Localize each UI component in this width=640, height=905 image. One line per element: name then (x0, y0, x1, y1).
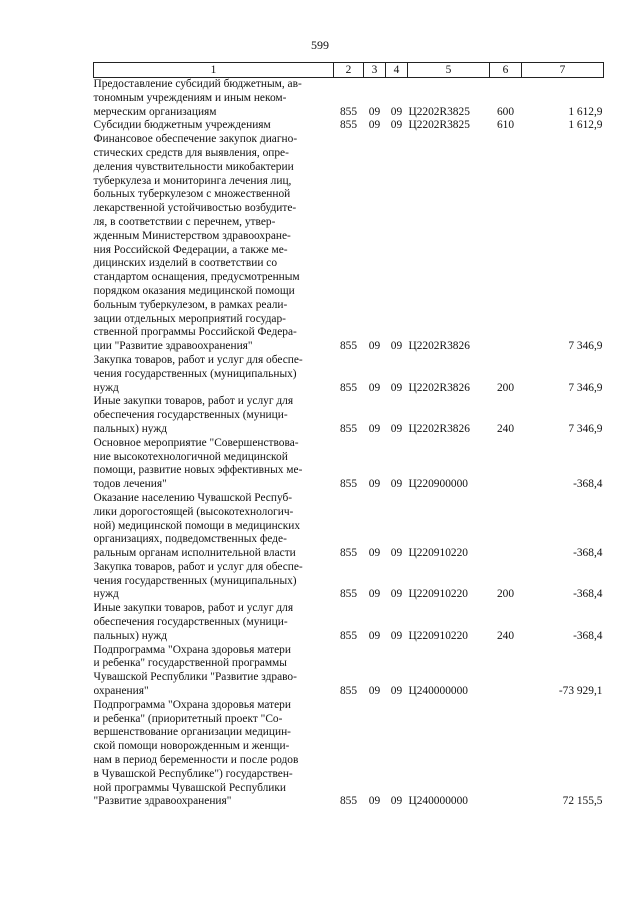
expense-type-code: 240 (496, 629, 515, 642)
description-line: ральным органам исполнительной власти (93, 547, 296, 560)
subsection-code: 09 (390, 105, 403, 118)
description-line: обеспечения государственных (муници- (93, 409, 288, 422)
row-description (94, 437, 334, 492)
description-line: мерческим организациям (93, 105, 217, 118)
ministry-code: 855 (339, 795, 358, 808)
row-description (94, 699, 334, 809)
amount-value: -368,4 (573, 478, 603, 491)
subsection-code: 09 (390, 685, 403, 698)
ministry-code: 855 (339, 588, 358, 601)
section-code: 09 (368, 381, 381, 394)
header-col-3: 3 (364, 63, 386, 78)
section-code: 09 (368, 119, 381, 132)
description-line: "Развитие здравоохранения" (93, 795, 232, 808)
description-line: чения государственных (муниципальных) (93, 574, 297, 587)
expense-type-code (490, 133, 522, 354)
description-line: туберкулеза и мониторинга лечения лиц, (93, 174, 292, 187)
expense-type-code: 610 (496, 119, 515, 132)
description-line: пальных) нужд (93, 422, 168, 435)
description-line: порядком оказания медицинской помощи (93, 284, 295, 297)
description-line: тономным учреждениям и иным неком- (93, 91, 287, 104)
subsection-code: 09 (390, 422, 403, 435)
expense-type-code (490, 699, 522, 809)
expense-type-code: 600 (496, 105, 515, 118)
row-description (94, 133, 334, 354)
section-code: 09 (368, 795, 381, 808)
description-line: в Чувашской Республике") государствен- (93, 767, 293, 780)
subsection-code: 09 (390, 629, 403, 642)
description-line: нужд (93, 588, 119, 601)
table-row (94, 119, 604, 133)
subsection-code: 09 (390, 381, 403, 394)
target-article-code: Ц2202R3825 (408, 119, 470, 132)
header-col-4: 4 (386, 63, 408, 78)
description-line: Иные закупки товаров, работ и услуг для (93, 395, 294, 408)
description-line: зации отдельных мероприятий государ- (93, 312, 286, 325)
expense-type-code: 200 (496, 381, 515, 394)
subsection-code: 09 (390, 547, 403, 560)
section-code: 09 (368, 478, 381, 491)
target-article-code: Ц2202R3826 (408, 422, 470, 435)
ministry-code: 855 (339, 340, 358, 353)
description-line: ной программы Чувашской Республики (93, 781, 287, 794)
description-line: Финансовое обеспечение закупок диагно- (93, 133, 298, 146)
description-line: организациях, подведомственных феде- (93, 533, 287, 546)
header-row (94, 63, 604, 78)
table-row (94, 78, 604, 120)
row-description (94, 354, 334, 395)
amount-value: 7 346,9 (568, 340, 603, 353)
table-row (94, 395, 604, 436)
description-line: обеспечения государственных (муници- (93, 616, 288, 629)
section-code: 09 (368, 340, 381, 353)
table-body (94, 78, 604, 810)
expense-type-code (490, 644, 522, 699)
table-row (94, 437, 604, 492)
section-code: 09 (368, 422, 381, 435)
description-line: Подпрограмма "Охрана здоровья матери (93, 698, 291, 711)
ministry-code: 855 (339, 478, 358, 491)
row-description (94, 644, 334, 699)
description-line: и ребенка" государственной программы (93, 657, 287, 670)
table-row (94, 133, 604, 354)
subsection-code: 09 (390, 588, 403, 601)
description-line: лекарственной устойчивостью возбудите- (93, 202, 297, 215)
amount-value: -368,4 (573, 588, 603, 601)
description-line: Предоставление субсидий бюджетным, ав- (93, 78, 302, 90)
amount-value: -368,4 (573, 547, 603, 560)
header-col-6: 6 (490, 63, 522, 78)
description-line: Чувашской Республики "Развитие здраво- (93, 671, 297, 684)
row-description (94, 119, 334, 133)
budget-table (93, 62, 604, 809)
ministry-code: 855 (339, 119, 358, 132)
description-line: больным туберкулезом, в рамках реали- (93, 298, 288, 311)
row-description (94, 492, 334, 561)
ministry-code: 855 (339, 381, 358, 394)
target-article-code: Ц240000000 (408, 685, 468, 698)
description-line: дицинских изделий в соответствии со (93, 257, 278, 270)
amount-value: 7 346,9 (568, 381, 603, 394)
description-line: больных туберкулезом с множественной (93, 188, 291, 201)
description-line: жденным Министерством здравоохране- (93, 229, 291, 242)
ministry-code: 855 (339, 105, 358, 118)
subsection-code: 09 (390, 795, 403, 808)
expense-type-code (490, 437, 522, 492)
expense-type-code (490, 492, 522, 561)
description-line: лики дорогостоящей (высокотехнологич- (93, 505, 294, 518)
header-col-2: 2 (334, 63, 364, 78)
description-line: помощи, развитие новых эффективных ме- (93, 464, 303, 477)
description-line: Закупка товаров, работ и услуг для обеспе- (93, 353, 303, 366)
section-code: 09 (368, 105, 381, 118)
row-description (94, 602, 334, 643)
ministry-code: 855 (339, 422, 358, 435)
amount-value: 7 346,9 (568, 422, 603, 435)
description-line: чения государственных (муниципальных) (93, 367, 297, 380)
header-col-1: 1 (94, 63, 334, 78)
description-line: стических средств для выявления, опре- (93, 146, 289, 159)
description-line: ской помощи новорожденным и женщи- (93, 740, 290, 753)
expense-type-code: 200 (496, 588, 515, 601)
section-code: 09 (368, 588, 381, 601)
amount-value: 1 612,9 (568, 105, 603, 118)
description-line: Иные закупки товаров, работ и услуг для (93, 602, 294, 615)
target-article-code: Ц220910220 (408, 588, 468, 601)
description-line: Подпрограмма "Охрана здоровья матери (93, 643, 291, 656)
page-number: 599 (311, 38, 329, 52)
target-article-code: Ц220910220 (408, 629, 468, 642)
description-line: Оказание населению Чувашской Респуб- (93, 491, 293, 504)
description-line: нужд (93, 381, 119, 394)
description-line: ния Российской Федерации, а также ме- (93, 243, 288, 256)
description-line: ля, в соответствии с перечнем, утвер- (93, 215, 276, 228)
amount-value: -73 929,1 (558, 685, 603, 698)
description-line: ние высокотехнологичной медицинской (93, 450, 288, 463)
description-line: охранения" (93, 685, 149, 698)
description-line: стандартом оснащения, предусмотренным (93, 271, 300, 284)
header-col-7: 7 (522, 63, 604, 78)
table-row (94, 602, 604, 643)
row-description (94, 395, 334, 436)
target-article-code: Ц2202R3826 (408, 340, 470, 353)
description-line: пальных) нужд (93, 629, 168, 642)
subsection-code: 09 (390, 478, 403, 491)
amount-value: 1 612,9 (568, 119, 603, 132)
description-line: и ребенка" (приоритетный проект "Со- (93, 712, 283, 725)
table-row (94, 699, 604, 809)
target-article-code: Ц2202R3825 (408, 105, 470, 118)
row-description (94, 78, 334, 120)
description-line: тодов лечения" (93, 478, 167, 491)
table-row (94, 644, 604, 699)
description-line: ной) медицинской помощи в медицинских (93, 519, 301, 532)
subsection-code: 09 (390, 340, 403, 353)
amount-value: 72 155,5 (562, 795, 603, 808)
section-code: 09 (368, 547, 381, 560)
table-row (94, 354, 604, 395)
expense-type-code: 240 (496, 422, 515, 435)
description-line: Субсидии бюджетным учреждениям (93, 119, 271, 132)
table-row (94, 561, 604, 602)
section-code: 09 (368, 629, 381, 642)
target-article-code: Ц240000000 (408, 795, 468, 808)
description-line: Основное мероприятие "Совершенствова- (93, 436, 299, 449)
subsection-code: 09 (390, 119, 403, 132)
description-line: вершенствование организации медицин- (93, 726, 291, 739)
description-line: нам в период беременности и после родов (93, 754, 299, 767)
ministry-code: 855 (339, 629, 358, 642)
header-col-5: 5 (408, 63, 490, 78)
description-line: ственной программы Российской Федера- (93, 326, 297, 339)
table-row (94, 492, 604, 561)
description-line: Закупка товаров, работ и услуг для обеспе- (93, 560, 303, 573)
ministry-code: 855 (339, 685, 358, 698)
target-article-code: Ц220900000 (408, 478, 468, 491)
ministry-code: 855 (339, 547, 358, 560)
description-line: деления чувствительности микобактерии (93, 160, 294, 173)
row-description (94, 561, 334, 602)
amount-value: -368,4 (573, 629, 603, 642)
target-article-code: Ц2202R3826 (408, 381, 470, 394)
target-article-code: Ц220910220 (408, 547, 468, 560)
description-line: ции "Развитие здравоохранения" (93, 340, 253, 353)
section-code: 09 (368, 685, 381, 698)
